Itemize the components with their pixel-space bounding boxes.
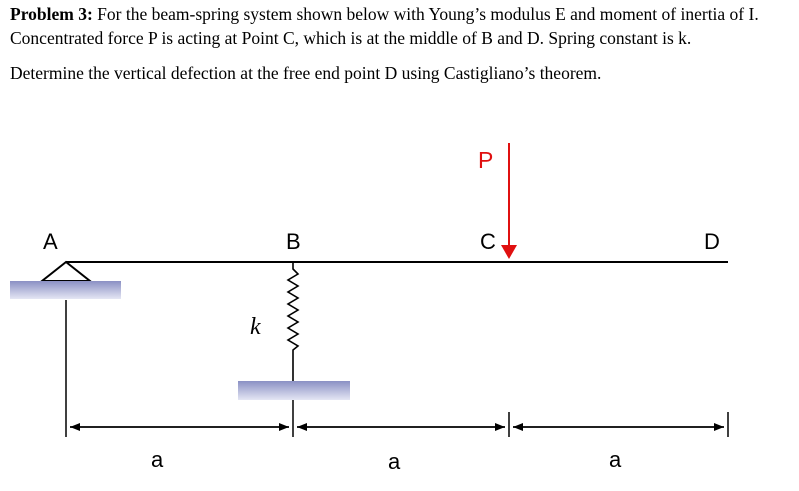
span-label-cd: a [609,447,622,472]
problem-label: Problem 3: [10,4,93,24]
force-arrow-p [501,143,517,259]
dimension-lines [66,300,728,437]
point-label-c: C [480,229,496,254]
pin-support-a [10,262,121,299]
spring-ground [238,381,350,400]
point-label-d: D [704,229,720,254]
span-label-bc: a [388,449,401,474]
span-label-ab: a [151,447,164,472]
spring-constant-label: k [250,314,261,340]
point-label-b: B [286,229,301,254]
statement-text: For the beam-spring system shown below with Young’s modulus E and moment of inertia of I. Concentrated force P is acting at Point C, which is at the middle of B and D. Spring constant is k. [10,4,759,48]
force-label: P [478,147,494,173]
problem-question: Determine the vertical defection at the free end point D using Castigliano’s theorem. [10,63,602,83]
point-label-a: A [43,229,58,254]
